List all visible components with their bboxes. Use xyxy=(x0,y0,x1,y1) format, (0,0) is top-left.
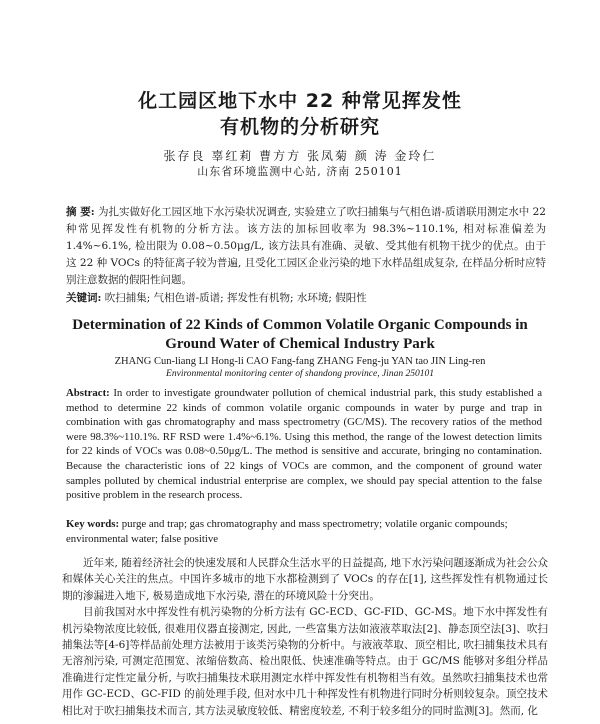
title-en-line-2: Ground Water of Chemical Industry Park xyxy=(165,336,435,352)
abstract-en-text: In order to investigate groundwater pollution of chemical industrial park, this study established a method to determine 22 kinds of common volatile organic compounds in water by purge and trap in combination with gas chromatography and mass spectrometry (GC/MS). The recovery ratios of the method were 98.3%~110.1%. RF RSD were 1.4%~6.1%. Using this method, the range of the lowest detection limits for 22 kinds of VOCs was 0.08~0.50μg/L. The method is sensitive and accurate, bringing no contamination. Because the characteristic ions of 22 kings of VOCs are common, and the component of ground water samples polluted by chemical industrial enterprise are complex, we should pay special attention to the false positive problem in the research process. xyxy=(66,387,542,502)
abstract-cn-label: 摘 要: xyxy=(66,206,95,218)
title-line-2: 有机物的分析研究 xyxy=(219,116,380,138)
keywords-en-text: purge and trap; gas chromatography and mass spectrometry; volatile organic compounds; environmental water; false positive xyxy=(66,518,508,545)
body-paragraph-2: 目前我国对水中挥发性有机污染物的分析方法有 GC-ECD、GC-FID、GC-MS。地下水中挥发性有机污染物浓度比较低, 很难用仪器直接测定, 因此, 一些富集方法如液液萃取法[2]、静态顶空法[3]、吹扫捕集法等[4-6]等样品前处理方法被用于该类污染物的分析中。与液液萃取、顶空相比, 吹扫捕集技术具有无溶剂污染, 可测定范围宽、浓缩倍数高、检出限低、快速准确等特点。由于 GC/MS 能够对多组分样品准确进行定性定量分析, 与吹扫捕集技术联用测定水样中挥发性有机物相当有效。虽然吹扫捕集技术也常用作 GC-ECD、GC-FID 的前处理手段, 但对水中几十种挥发性有机物进行同时分析则较复杂。顶空技术相比对于吹扫捕集技术而言, 其方法灵敏度较低、精密度较差, 不利于较多组分的同时监测[3]。然而, 化 xyxy=(62,606,548,717)
affiliation: 山东省环境监测中心站, 济南 250101 xyxy=(197,165,403,178)
title-en-line-1: Determination of 22 Kinds of Common Volatile Organic Compounds in xyxy=(72,317,528,333)
keywords-cn xyxy=(66,290,546,306)
keywords-en xyxy=(66,517,542,546)
body-paragraph-1: 近年来, 随着经济社会的快速发展和人民群众生活水平的日益提高, 地下水污染问题逐渐成为社会公众和媒体关心关注的焦点。中国许多城市的地下水都检测到了 VOCs 的存在[1], 这些挥发性有机物通过长期的渗漏进入地下, 极易造成地下水污染, 潜在的环境风险十分突出。 xyxy=(62,557,548,602)
author-list-en: ZHANG Cun-liang LI Hong-li CAO Fang-fang ZHANG Feng-ju YAN tao JIN Ling-ren xyxy=(114,356,486,367)
abstract-en xyxy=(66,386,542,503)
keywords-cn-label: 关键词: xyxy=(66,292,102,304)
affiliation-en: Environmental monitoring center of shandong province, Jinan 250101 xyxy=(166,369,434,379)
body-section xyxy=(62,555,548,719)
keywords-en-label: Key words: xyxy=(66,518,120,530)
abstract-cn xyxy=(66,204,546,289)
title-line-1: 化工园区地下水中 22 种常见挥发性 xyxy=(138,90,462,112)
abstract-cn-text: 为扎实做好化工园区地下水污染状况调查, 实验建立了吹扫捕集与气相色谱-质谱联用测定水中 22 种常见挥发性有机物的分析方法。该方法的加标回收率为 98.3%~110.1%, 相对标准偏差为 1.4%~6.1%, 检出限为 0.08~0.50μg/L, 该方法具有准确、灵敏、受其他有机物干扰少的优点。由于这 22 种 VOCs 的特征离子较为普遍, 且受化工园区企业污染的地下水样品组成复杂, 在样品分析时应特别注意数据的假阳性问题。 xyxy=(66,206,546,286)
author-list: 张存良 辜红莉 曹方方 张凤菊 颜 涛 金玲仁 xyxy=(163,149,437,163)
abstract-en-label: Abstract: xyxy=(66,387,110,399)
keywords-cn-text: 吹扫捕集; 气相色谱-质谱; 挥发性有机物; 水环境; 假阳性 xyxy=(104,292,367,304)
